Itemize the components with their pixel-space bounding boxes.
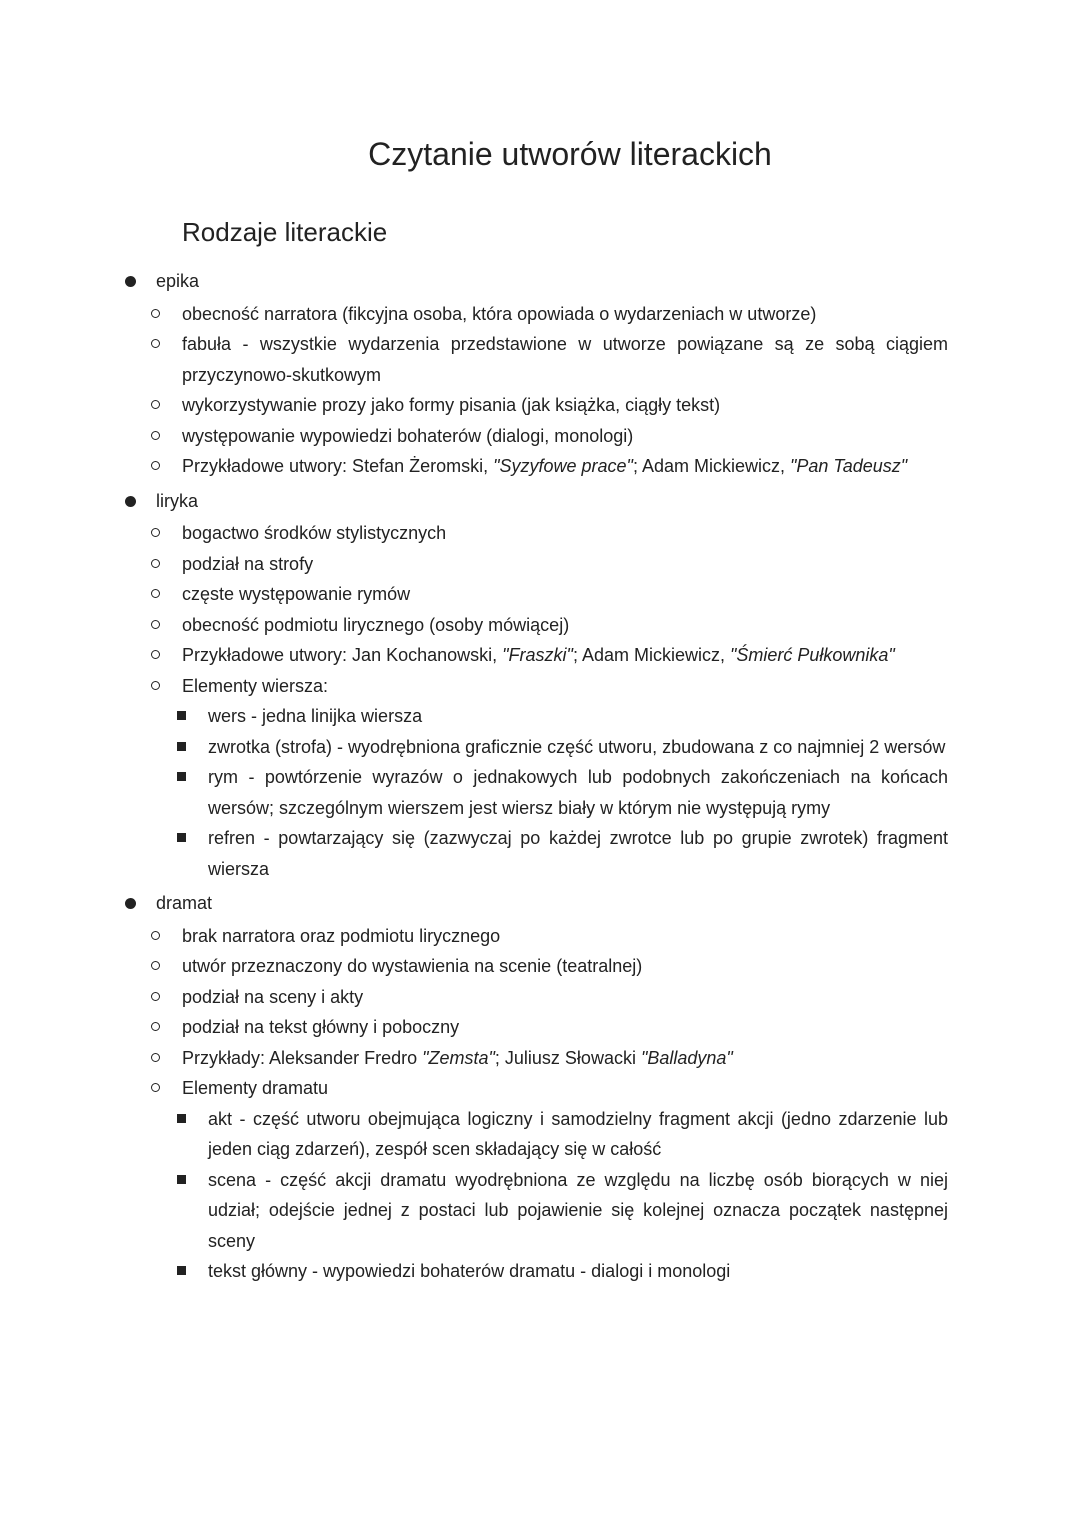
square-bullet-icon	[177, 1175, 186, 1184]
list-item: wers - jedna linijka wiersza	[0, 701, 1080, 732]
hollow-bullet-icon	[151, 461, 160, 470]
square-bullet-icon	[177, 1114, 186, 1123]
epika-features	[0, 299, 1080, 482]
list-item: utwór przeznaczony do wystawienia na scenie (teatralnej)	[0, 951, 1080, 982]
work-title: "Pan Tadeusz"	[790, 456, 908, 476]
filled-bullet-icon	[125, 276, 136, 287]
examples-item: Przykłady: Aleksander Fredro "Zemsta"; Juliusz Słowacki "Balladyna"	[0, 1043, 1080, 1074]
list-item: obecność narratora (fikcyjna osoba, która opowiada o wydarzeniach w utworze)	[0, 299, 1080, 330]
list-item: fabuła - wszystkie wydarzenia przedstawione w utworze powiązane są ze sobą ciągiem przyczynowo-skutkowym	[0, 329, 1080, 390]
list-item: rym - powtórzenie wyrazów o jednakowych lub podobnych zakończeniach na końcach wersów; szczególnym wierszem jest wiersz biały w którym nie występują rymy	[0, 762, 1080, 823]
genre-liryka	[0, 486, 1080, 885]
genre-label: epika	[156, 271, 200, 291]
list-item: podział na sceny i akty	[0, 982, 1080, 1013]
list-item: występowanie wypowiedzi bohaterów (dialogi, monologi)	[0, 421, 1080, 452]
filled-bullet-icon	[125, 496, 136, 507]
list-item: akt - część utworu obejmująca logiczny i samodzielny fragment akcji (jedno zdarzenie lub jeden ciąg zdarzeń), zespół scen składający się w całość	[0, 1104, 1080, 1165]
list-item: scena - część akcji dramatu wyodrębniona ze względu na liczbę osób biorących w niej udział; odejście jednej z postaci lub pojawienie się kolejnej oznacza początek następnej sceny	[0, 1165, 1080, 1257]
examples-item: Przykładowe utwory: Stefan Żeromski, "Syzyfowe prace"; Adam Mickiewicz, "Pan Tadeusz"	[0, 451, 1080, 482]
elements-item: Elementy wiersza: wers - jedna linijka wiersza zwrotka (strofa) - wyodrębniona graficznie część utworu, zbudowana z co najmniej 2 wersów rym - powtórzenie wyrazów o jednakowych lub podobnych zakończeniach na końcach wersów; szczególnym wierszem jest wiersz biały w którym nie występują rymy refren - powtarzający się (zazwyczaj po każdej zwrotce lub po grupie zwrotek) fragment wiersza	[0, 671, 1080, 885]
list-item: podział na strofy	[0, 549, 1080, 580]
list-item: refren - powtarzający się (zazwyczaj po każdej zwrotce lub po grupie zwrotek) fragment wiersza	[0, 823, 1080, 884]
hollow-bullet-icon	[151, 1083, 160, 1092]
list-item: wykorzystywanie prozy jako formy pisania (jak książka, ciągły tekst)	[0, 390, 1080, 421]
examples-item: Przykładowe utwory: Jan Kochanowski, "Fraszki"; Adam Mickiewicz, "Śmierć Pułkownika"	[0, 640, 1080, 671]
elements-item: Elementy dramatu akt - część utworu obejmująca logiczny i samodzielny fragment akcji (jedno zdarzenie lub jeden ciąg zdarzeń), zespół scen składający się w całość scena - część akcji dramatu wyodrębniona ze względu na liczbę osób biorących w niej udział; odejście jednej z postaci lub pojawienie się kolejnej oznacza początek następnej sceny tekst główny - wypowiedzi bohaterów dramatu - dialogi i monologi	[0, 1073, 1080, 1287]
genre-list	[0, 266, 1080, 1287]
hollow-bullet-icon	[151, 589, 160, 598]
list-item: zwrotka (strofa) - wyodrębniona graficznie część utworu, zbudowana z co najmniej 2 wersów	[0, 732, 1080, 763]
liryka-features	[0, 518, 1080, 884]
genre-label: liryka	[156, 490, 199, 511]
square-bullet-icon	[177, 742, 186, 751]
work-title: "Balladyna"	[640, 1047, 733, 1068]
square-bullet-icon	[177, 772, 186, 781]
hollow-bullet-icon	[151, 681, 160, 690]
square-bullet-icon	[177, 1266, 186, 1275]
work-title: "Syzyfowe prace"	[493, 456, 633, 476]
hollow-bullet-icon	[151, 1022, 160, 1031]
hollow-bullet-icon	[151, 961, 160, 970]
section-heading: Rodzaje literackie	[182, 217, 388, 247]
hollow-bullet-icon	[151, 339, 160, 348]
hollow-bullet-icon	[151, 992, 160, 1001]
outline	[0, 266, 1080, 1287]
filled-bullet-icon	[125, 898, 136, 909]
work-title: "Zemsta"	[422, 1047, 495, 1068]
square-bullet-icon	[177, 833, 186, 842]
genre-label: dramat	[156, 893, 213, 913]
dramat-features	[0, 921, 1080, 1287]
square-bullet-icon	[177, 711, 186, 720]
list-item: częste występowanie rymów	[0, 579, 1080, 610]
document-title: Czytanie utworów literackich	[368, 136, 772, 172]
hollow-bullet-icon	[151, 528, 160, 537]
genre-epika	[0, 266, 1080, 482]
hollow-bullet-icon	[151, 931, 160, 940]
work-title: "Śmierć Pułkownika"	[729, 645, 895, 665]
genre-dramat	[0, 888, 1080, 1287]
hollow-bullet-icon	[151, 1053, 160, 1062]
hollow-bullet-icon	[151, 400, 160, 409]
list-item: podział na tekst główny i poboczny	[0, 1012, 1080, 1043]
list-item: brak narratora oraz podmiotu lirycznego	[0, 921, 1080, 952]
hollow-bullet-icon	[151, 309, 160, 318]
hollow-bullet-icon	[151, 431, 160, 440]
list-item: obecność podmiotu lirycznego (osoby mówiącej)	[0, 610, 1080, 641]
hollow-bullet-icon	[151, 559, 160, 568]
hollow-bullet-icon	[151, 650, 160, 659]
work-title: "Fraszki"	[502, 645, 573, 665]
drama-elements	[0, 1104, 1080, 1287]
list-item: bogactwo środków stylistycznych	[0, 518, 1080, 549]
list-item: tekst główny - wypowiedzi bohaterów dramatu - dialogi i monologi	[0, 1256, 1080, 1287]
poem-elements	[0, 701, 1080, 884]
hollow-bullet-icon	[151, 620, 160, 629]
